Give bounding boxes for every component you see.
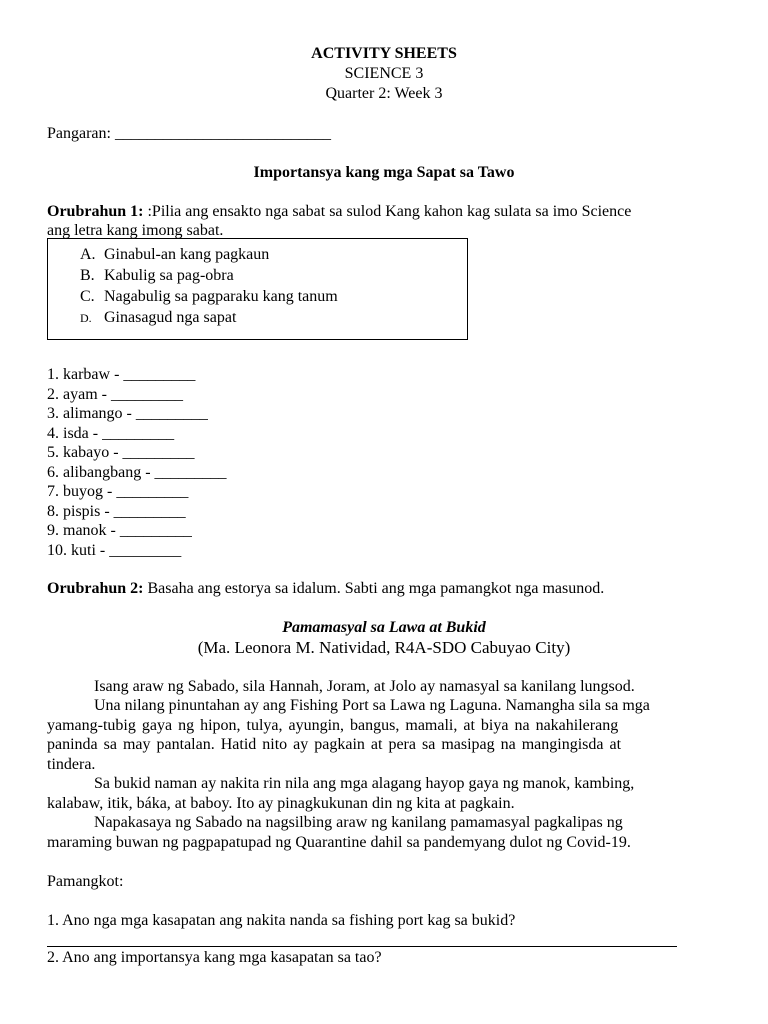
- name-field[interactable]: [47, 124, 331, 144]
- question-2: 2. Ano ang importansya kang mga kasapatan sa tao?: [47, 949, 382, 966]
- story-line: paninda sa may pantalan. Hatid nito ay pagkain at pera sa masipag na mangingisda at: [47, 736, 622, 753]
- list-item[interactable]: 2. ayam - _________: [47, 386, 183, 403]
- sheet-title: ACTIVITY SHEETS: [311, 45, 457, 62]
- question-1: 1. Ano nga mga kasapatan ang nakita nanda sa fishing port kag sa bukid?: [47, 912, 516, 929]
- story-line: kalabaw, itik, báka, at baboy. Ito ay pinagkukunan din ng kita at pagkain.: [47, 795, 515, 812]
- story-author: (Ma. Leonora M. Natividad, R4A-SDO Cabuyao City): [197, 638, 571, 657]
- story-line: tindera.: [47, 756, 96, 773]
- activity2-instruction-text: Basaha ang estorya sa idalum. Sabti ang mga pamangkot nga masunod.: [143, 580, 605, 597]
- sheet-quarter: Quarter 2: Week 3: [325, 85, 443, 102]
- list-item[interactable]: 1. karbaw - _________: [47, 366, 196, 383]
- choice-a: A. Ginabul-an kang pagkaun: [80, 246, 270, 263]
- sheet-subject: SCIENCE 3: [344, 65, 424, 82]
- story-title: Pamamasyal sa Lawa at Bukid: [282, 619, 486, 636]
- choice-b: B. Kabulig sa pag-obra: [80, 267, 234, 284]
- activity1-label: Orubrahun 1:: [47, 203, 144, 220]
- story-line: Sa bukid naman ay nakita rin nila ang mga alagang hayop gaya ng manok, kambing,: [94, 775, 635, 792]
- list-item[interactable]: 4. isda - _________: [47, 425, 175, 442]
- answer-line-1[interactable]: [47, 946, 677, 947]
- choices-box: [47, 238, 468, 340]
- list-item[interactable]: 10. kuti - _________: [47, 542, 182, 559]
- list-item[interactable]: 6. alibangbang - _________: [47, 464, 227, 481]
- story-line: Napakasaya ng Sabado na nagsilbing araw ng kanilang pamamasyal pagkalipas ng: [94, 814, 623, 831]
- story-line: Una nilang pinuntahan ay ang Fishing Port sa Lawa ng Laguna. Namangha sila sa mga: [94, 697, 650, 714]
- name-label: Pangaran:: [47, 125, 111, 142]
- list-item[interactable]: 7. buyog - _________: [47, 483, 189, 500]
- story-line: yamang-tubig gaya ng hipon, tulya, ayungin, bangus, mamali, at biya na nakahilerang: [47, 717, 619, 734]
- story-line: Isang araw ng Sabado, sila Hannah, Joram, at Jolo ay namasyal sa kanilang lungsod.: [94, 678, 635, 695]
- activity1-instruction: [47, 202, 631, 222]
- name-blank[interactable]: ___________________________: [114, 125, 331, 142]
- list-item[interactable]: 5. kabayo - _________: [47, 444, 195, 461]
- activity2-instruction: [47, 579, 604, 599]
- choice-d: D. Ginasagud nga sapat: [80, 309, 237, 326]
- list-item[interactable]: 8. pispis - _________: [47, 503, 186, 520]
- questions-label: Pamangkot:: [47, 873, 124, 890]
- story-line: maraming buwan ng pagpapatupad ng Quarantine dahil sa pandemyang dulot ng Covid-19.: [47, 834, 631, 851]
- activity2-label: Orubrahun 2:: [47, 580, 144, 597]
- activity1-instruction-line1: :Pilia ang ensakto nga sabat sa sulod Kang kahon kag sulata sa imo Science: [143, 203, 632, 220]
- list-item[interactable]: 3. alimango - _________: [47, 405, 208, 422]
- activity1-instruction-line2: ang letra kang imong sabat.: [47, 222, 224, 239]
- list-item[interactable]: 9. manok - _________: [47, 522, 192, 539]
- topic-heading: Importansya kang mga Sapat sa Tawo: [253, 164, 515, 181]
- choice-c: C. Nagabulig sa pagparaku kang tanum: [80, 288, 338, 305]
